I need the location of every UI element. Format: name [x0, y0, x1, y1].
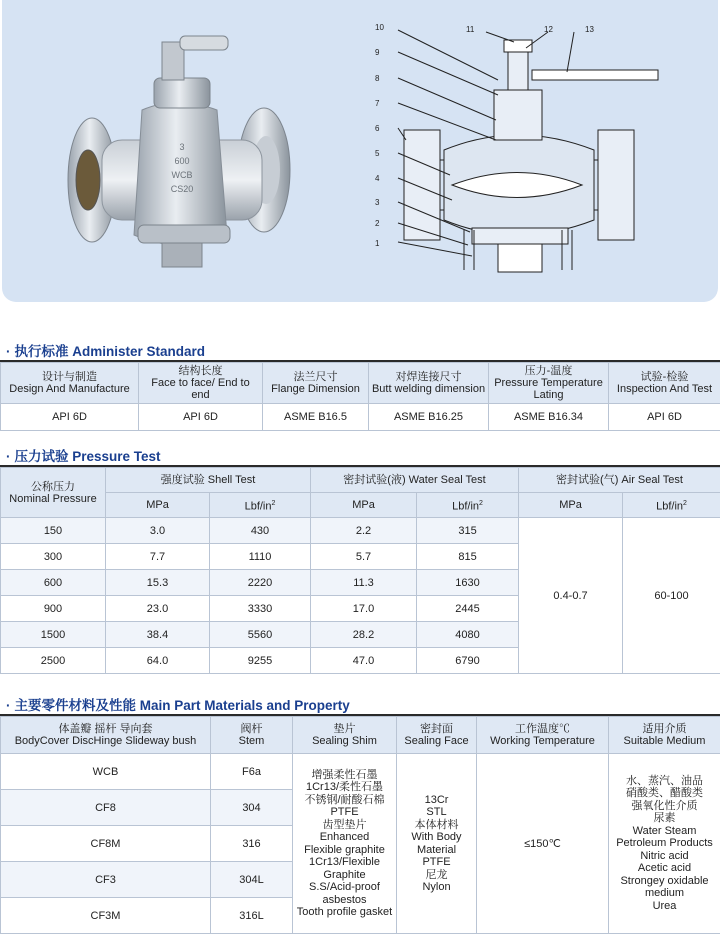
table-cell: WCB: [1, 754, 211, 790]
section-title-text: 执行标准 Administer Standard: [14, 344, 206, 359]
shim-line: 增强柔性石墨: [311, 768, 378, 781]
temperature-cell: ≤150℃: [477, 754, 609, 934]
table-cell: 2.2: [311, 518, 417, 544]
header-cn: 适用介质: [642, 723, 687, 735]
header-en: Sealing Face: [404, 735, 469, 747]
table-cell: 11.3: [311, 570, 417, 596]
medium-line: Acetic acid: [637, 862, 692, 875]
header-cell: [139, 363, 263, 404]
table-row: [1, 518, 720, 544]
table-cell: ASME B16.5: [263, 404, 369, 431]
callout-label: 13: [585, 25, 594, 34]
table-cell: 1500: [1, 622, 106, 648]
table-cell: 150: [1, 518, 106, 544]
standard-table: [0, 362, 720, 431]
table-cell: ASME B16.34: [489, 404, 609, 431]
face-line: 本体材料: [414, 818, 459, 831]
table-cell: 300: [1, 544, 106, 570]
header-cn: 阀杆: [240, 723, 263, 735]
table-cell: 2445: [417, 596, 519, 622]
header-cn: 密封面: [420, 723, 453, 735]
header-en: Face to face/ End to end: [151, 377, 250, 401]
header-cell: [369, 363, 489, 404]
face-line: 尼龙: [425, 868, 448, 881]
header-en: Suitable Medium: [623, 735, 706, 747]
medium-line: 水、蒸汽、油品: [626, 774, 703, 787]
section-drawing: [398, 30, 658, 272]
table-header-row: [1, 717, 720, 754]
shim-line: 1Cr13/柔性石墨: [305, 781, 384, 793]
unit-cell: MPa: [106, 493, 210, 518]
medium-line: 强氧化性介质: [631, 799, 698, 812]
table-cell: 5560: [210, 622, 311, 648]
callout-label: 7: [375, 99, 380, 108]
unit-sup: 2: [479, 499, 483, 507]
table-cell: CF8: [1, 790, 211, 826]
unit-cell: [623, 493, 720, 518]
header-cn: 对焊连接尺寸: [395, 371, 462, 383]
header-en: Inspection And Test: [616, 383, 713, 395]
table-cell: F6a: [211, 754, 293, 790]
table-cell: API 6D: [1, 404, 139, 431]
header-cn: 垫片: [333, 723, 356, 735]
header-en: BodyCover DiscHinge Slideway bush: [14, 735, 197, 747]
header-en: Sealing Shim: [312, 735, 377, 747]
table-header-row: [1, 468, 720, 493]
medium-line: medium: [644, 887, 685, 900]
callout-label: 10: [375, 23, 384, 32]
section-title-text: 压力试验 Pressure Test: [14, 449, 161, 464]
table-cell: 7.7: [106, 544, 210, 570]
table-cell: 4080: [417, 622, 519, 648]
table-cell: 6790: [417, 648, 519, 674]
callout-label: 11: [466, 25, 475, 34]
header-cn: 公称压力: [31, 480, 75, 493]
section-title-standard: · 执行标准 Administer Standard: [6, 344, 206, 359]
table-cell: 60-100: [623, 518, 720, 674]
header-cell: [211, 717, 293, 754]
face-line: Material: [416, 843, 457, 856]
medium-cell: [609, 754, 720, 934]
table-row: [1, 754, 720, 790]
header-cn: 结构长度: [178, 365, 223, 377]
unit-text: Lbf/in: [656, 500, 684, 513]
face-line: 13Cr: [424, 793, 449, 806]
table-cell: 28.2: [311, 622, 417, 648]
header-cell: [477, 717, 609, 754]
header-cell: [609, 717, 720, 754]
table-cell: 47.0: [311, 648, 417, 674]
table-cell: 316: [211, 826, 293, 862]
table-cell: ASME B16.25: [369, 404, 489, 431]
shim-line: Enhanced: [319, 831, 370, 843]
unit-cell: [417, 493, 519, 518]
header-cell: [609, 363, 720, 404]
pressure-table: [0, 467, 720, 674]
table-header-row: [1, 493, 720, 518]
header-cell: [1, 468, 106, 518]
table-cell: 900: [1, 596, 106, 622]
shim-cell: [293, 754, 397, 934]
callout-label: 9: [375, 48, 380, 57]
header-en: Nominal Pressure: [9, 492, 97, 505]
shim-line: Tooth profile gasket: [296, 906, 393, 918]
table-cell: 316L: [211, 898, 293, 934]
table-cell: 1110: [210, 544, 311, 570]
shim-line: 不锈钢/耐酸石棉: [304, 793, 385, 806]
section-title-pressure: · 压力试验 Pressure Test: [6, 449, 161, 464]
shim-line: 1Cr13/Flexible: [309, 856, 380, 868]
table-cell: 304L: [211, 862, 293, 898]
body-marking: WCB: [171, 170, 193, 180]
shim-line: Flexible graphite: [304, 843, 385, 856]
table-row: [1, 404, 720, 431]
header-cn: 法兰尺寸: [293, 371, 338, 383]
table-cell: 64.0: [106, 648, 210, 674]
unit-text: Lbf/in: [452, 500, 480, 513]
table-cell: 430: [210, 518, 311, 544]
face-line: Nylon: [422, 881, 451, 893]
header-en: Design And Manufacture: [9, 383, 130, 395]
table-cell: 9255: [210, 648, 311, 674]
table-cell: 38.4: [106, 622, 210, 648]
section-title-materials: · 主要零件材料及性能 Main Part Materials and Property: [6, 698, 350, 713]
header-cell: [1, 717, 211, 754]
unit-text: Lbf/in: [244, 500, 272, 513]
callout-label: 8: [375, 74, 380, 83]
callout-label: 5: [375, 149, 380, 158]
table-cell: CF3M: [1, 898, 211, 934]
header-cell: [1, 363, 139, 404]
table-cell: 5.7: [311, 544, 417, 570]
callout-label: 12: [544, 25, 553, 34]
callout-label: 2: [375, 219, 380, 228]
table-header-row: [1, 363, 720, 404]
callout-label: 6: [375, 124, 380, 133]
body-marking: 3: [179, 142, 185, 152]
table-cell: 815: [417, 544, 519, 570]
unit-cell: MPa: [519, 493, 623, 518]
header-en: Working Temperature: [490, 735, 595, 747]
unit-cell: MPa: [311, 493, 417, 518]
header-cell: [293, 717, 397, 754]
table-cell: API 6D: [139, 404, 263, 431]
table-cell: CF3: [1, 862, 211, 898]
face-line: With Body: [411, 831, 462, 843]
face-line: PTFE: [422, 856, 451, 868]
callout-label: 4: [375, 174, 380, 183]
header-en: Pressure Temperature Lating: [494, 377, 603, 401]
body-marking: 600: [174, 156, 190, 166]
medium-line: Urea: [652, 899, 677, 912]
shim-line: Graphite: [323, 868, 366, 881]
table-cell: API 6D: [609, 404, 720, 431]
header-cn: 体盖瓣 摇杆 导向套: [58, 723, 153, 735]
medium-line: Water Steam: [632, 824, 697, 837]
header-en: Flange Dimension: [271, 383, 360, 395]
table-cell: 0.4-0.7: [519, 518, 623, 674]
table-cell: 304: [211, 790, 293, 826]
header-cn: 试验-检验: [640, 371, 689, 383]
table-cell: 3.0: [106, 518, 210, 544]
table-cell: 315: [417, 518, 519, 544]
table-cell: 15.3: [106, 570, 210, 596]
table-cell: 2500: [1, 648, 106, 674]
face-cell: [397, 754, 477, 934]
table-cell: CF8M: [1, 826, 211, 862]
table-cell: 2220: [210, 570, 311, 596]
header-cn: 设计与制造: [42, 371, 97, 383]
callout-label: 3: [375, 198, 380, 207]
medium-line: Strongey oxidable: [620, 874, 709, 887]
medium-line: 硝酸类、醋酸类: [626, 787, 703, 800]
header-cell: 密封试验(液) Water Seal Test: [311, 468, 519, 493]
materials-table: [0, 716, 720, 934]
table-cell: 1630: [417, 570, 519, 596]
unit-sup: 2: [683, 499, 687, 507]
table-cell: 600: [1, 570, 106, 596]
medium-line: Petroleum Products: [616, 837, 713, 850]
body-marking: CS20: [170, 184, 194, 194]
header-en: Butt welding dimension: [371, 383, 486, 395]
shim-line: PTFE: [330, 806, 359, 818]
unit-sup: 2: [271, 499, 276, 507]
shim-line: asbestos: [322, 893, 367, 906]
table-cell: 17.0: [311, 596, 417, 622]
header-cell: 强度试验 Shell Test: [106, 468, 311, 493]
header-cell: [489, 363, 609, 404]
header-en: Stem: [238, 735, 265, 747]
valve-photo: [68, 36, 290, 267]
callout-label: 1: [375, 239, 380, 248]
table-cell: 23.0: [106, 596, 210, 622]
section-title-text: 主要零件材料及性能 Main Part Materials and Property: [14, 698, 350, 713]
shim-line: S.S/Acid-proof: [309, 881, 380, 893]
shim-line: 齿型垫片: [322, 818, 367, 831]
medium-line: 尿素: [653, 812, 676, 825]
unit-cell: [210, 493, 311, 518]
product-hero-panel: [2, 0, 718, 302]
header-cell: 密封试验(气) Air Seal Test: [519, 468, 720, 493]
header-cn: 工作温度℃: [515, 723, 570, 735]
face-line: STL: [426, 806, 447, 818]
header-cn: 压力-温度: [524, 365, 573, 377]
medium-line: Nitric acid: [640, 849, 689, 862]
header-cell: [397, 717, 477, 754]
header-cell: [263, 363, 369, 404]
table-cell: 3330: [210, 596, 311, 622]
